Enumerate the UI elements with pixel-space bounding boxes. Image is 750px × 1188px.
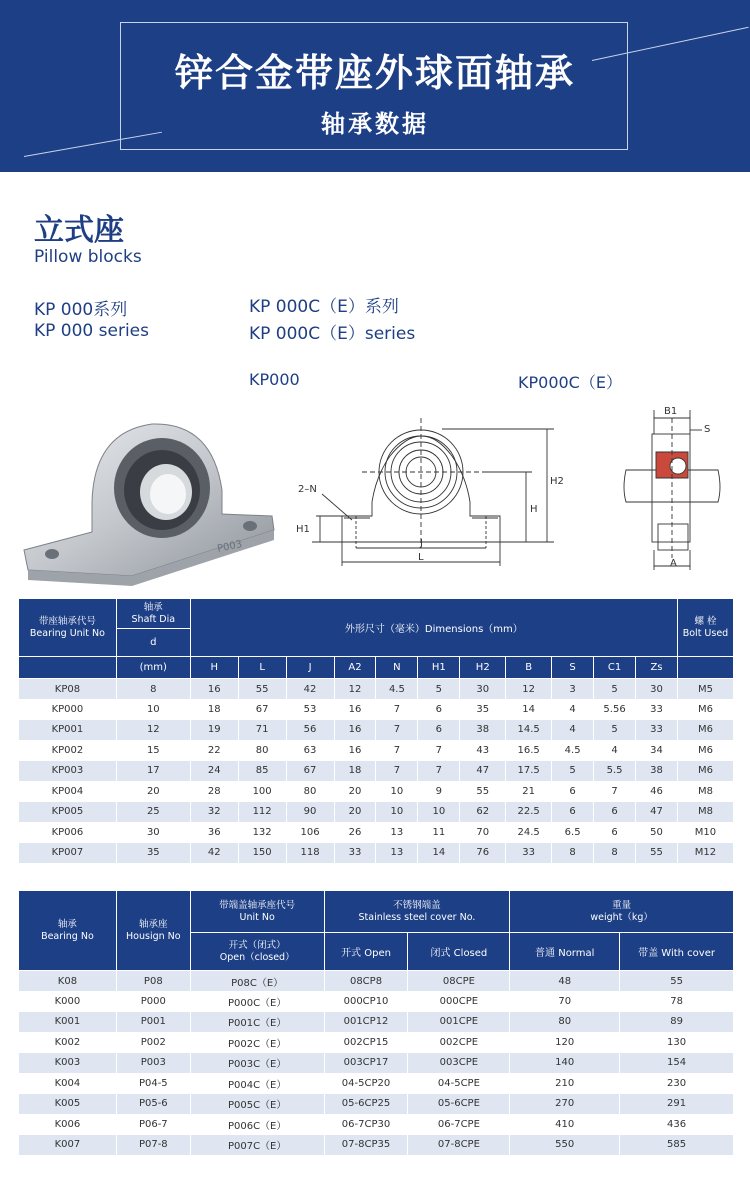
cell-weight-cover: 585	[620, 1135, 734, 1156]
table-row	[19, 740, 734, 761]
cell-n: 7	[376, 720, 418, 741]
cell-c1: 6	[594, 802, 636, 823]
table-row	[19, 971, 734, 992]
cell-weight-normal: 140	[510, 1053, 620, 1074]
col-header-dim: S	[552, 657, 594, 679]
dim-label-a: A	[670, 558, 677, 569]
cell-h: 36	[190, 822, 238, 843]
cell-l: 55	[238, 679, 286, 700]
cell-j: 80	[286, 781, 334, 802]
cell-h2: 47	[460, 761, 506, 782]
cell-h: 22	[190, 740, 238, 761]
cell-c1: 5.5	[594, 761, 636, 782]
cell-shaft-dia: 20	[116, 781, 190, 802]
cell-bolt: M8	[677, 781, 733, 802]
series-kp000-en: KP 000 series	[34, 321, 149, 341]
col-header-dim: H2	[460, 657, 506, 679]
table-row	[19, 720, 734, 741]
cell-n: 10	[376, 802, 418, 823]
cell-h1: 9	[418, 781, 460, 802]
cell-weight-normal: 70	[510, 991, 620, 1012]
cell-unit-no: P001C（E）	[190, 1012, 324, 1033]
cell-l: 132	[238, 822, 286, 843]
dim-label-h1: H1	[296, 524, 310, 535]
cell-cover-open: 003CP17	[324, 1053, 408, 1074]
cell-housing-no: P001	[116, 1012, 190, 1033]
banner-title: 锌合金带座外球面轴承	[174, 51, 575, 95]
cell-zs: 33	[636, 699, 678, 720]
cell-l: 112	[238, 802, 286, 823]
cell-n: 13	[376, 822, 418, 843]
dimensions-table	[18, 598, 734, 863]
cell-c1: 4	[594, 740, 636, 761]
cell-s: 8	[552, 843, 594, 864]
col-header-bearing: 轴承 Bearing No	[19, 891, 117, 971]
col-header-dim: B	[506, 657, 552, 679]
cell-cover-open: 05-6CP25	[324, 1094, 408, 1115]
col-header-unit: 带座轴承代号 Bearing Unit No	[19, 599, 117, 657]
cell-housing-no: P05-6	[116, 1094, 190, 1115]
cell-h2: 43	[460, 740, 506, 761]
cell-h2: 38	[460, 720, 506, 741]
cell-weight-cover: 130	[620, 1032, 734, 1053]
cell-bolt: M6	[677, 720, 733, 741]
col-header-open-closed: 开式（闭式） Open（closed）	[190, 933, 324, 971]
cell-j: 67	[286, 761, 334, 782]
cell-cover-open: 06-7CP30	[324, 1114, 408, 1135]
cell-b: 21	[506, 781, 552, 802]
col-header-bolt: 螺 栓 Bolt Used	[677, 599, 733, 657]
col-header-dim: C1	[594, 657, 636, 679]
cell-a2: 33	[334, 843, 376, 864]
table-row	[19, 802, 734, 823]
cell-s: 6	[552, 802, 594, 823]
col-header-cover-open: 开式 Open	[324, 933, 408, 971]
dim-label-b1: B1	[664, 406, 678, 417]
col-header-dim: Zs	[636, 657, 678, 679]
cell-shaft-dia: 25	[116, 802, 190, 823]
cell-n: 10	[376, 781, 418, 802]
cell-l: 150	[238, 843, 286, 864]
cell-housing-no: P06-7	[116, 1114, 190, 1135]
label-kp000c: KP000C（E）	[518, 373, 622, 392]
cell-bearing-no: K007	[19, 1135, 117, 1156]
cell-bolt: M6	[677, 740, 733, 761]
cell-h2: 35	[460, 699, 506, 720]
col-header-dim: H	[190, 657, 238, 679]
cell-n: 7	[376, 699, 418, 720]
col-header-weight-cover: 带盖 With cover	[620, 933, 734, 971]
cell-weight-cover: 230	[620, 1073, 734, 1094]
cell-bearing-no: K002	[19, 1032, 117, 1053]
col-header-dim: N	[376, 657, 418, 679]
cell-unit-no: KP004	[19, 781, 117, 802]
section-subtitle: Pillow blocks	[34, 247, 142, 267]
cell-bearing-no: K006	[19, 1114, 117, 1135]
cell-bearing-no: K000	[19, 991, 117, 1012]
cell-cover-open: 001CP12	[324, 1012, 408, 1033]
table-row	[19, 679, 734, 700]
cell-bolt: M8	[677, 802, 733, 823]
cell-weight-cover: 89	[620, 1012, 734, 1033]
cell-l: 85	[238, 761, 286, 782]
cell-n: 7	[376, 761, 418, 782]
cell-a2: 12	[334, 679, 376, 700]
cell-unit-no: KP005	[19, 802, 117, 823]
series-kp000c-cn: KP 000C（E）系列	[249, 297, 399, 317]
cell-h: 32	[190, 802, 238, 823]
col-header-shaft-d: d	[116, 629, 190, 657]
cell-b: 14	[506, 699, 552, 720]
col-header-unit-no: 带端盖轴承座代号 Unit No	[190, 891, 324, 933]
cell-unit-no: KP007	[19, 843, 117, 864]
cell-l: 100	[238, 781, 286, 802]
col-header-dim: H1	[418, 657, 460, 679]
cell-j: 42	[286, 679, 334, 700]
cell-unit-no: KP000	[19, 699, 117, 720]
cell-b: 22.5	[506, 802, 552, 823]
cell-unit-no: KP006	[19, 822, 117, 843]
cell-unit-no: P000C（E）	[190, 991, 324, 1012]
cell-weight-normal: 270	[510, 1094, 620, 1115]
col-header-shaft: 轴承 Shaft Dia	[116, 599, 190, 629]
cell-s: 4	[552, 699, 594, 720]
cell-j: 106	[286, 822, 334, 843]
cell-h2: 62	[460, 802, 506, 823]
section-title: 立式座	[34, 213, 124, 248]
cell-zs: 47	[636, 802, 678, 823]
cell-weight-cover: 436	[620, 1114, 734, 1135]
cell-unit-no: P005C（E）	[190, 1094, 324, 1115]
cell-h: 19	[190, 720, 238, 741]
cell-cover-closed: 08CPE	[408, 971, 510, 992]
cell-bolt: M6	[677, 761, 733, 782]
col-header-blank	[677, 657, 733, 679]
cell-housing-no: P003	[116, 1053, 190, 1074]
cell-h1: 6	[418, 699, 460, 720]
cell-unit-no: P002C（E）	[190, 1032, 324, 1053]
cell-unit-no: KP08	[19, 679, 117, 700]
cell-shaft-dia: 12	[116, 720, 190, 741]
cell-zs: 46	[636, 781, 678, 802]
cell-zs: 30	[636, 679, 678, 700]
cell-a2: 26	[334, 822, 376, 843]
cell-cover-open: 04-5CP20	[324, 1073, 408, 1094]
cell-cover-closed: 07-8CPE	[408, 1135, 510, 1156]
cell-cover-closed: 05-6CPE	[408, 1094, 510, 1115]
table-row	[19, 843, 734, 864]
cell-j: 118	[286, 843, 334, 864]
cell-unit-no: P004C（E）	[190, 1073, 324, 1094]
cell-n: 4.5	[376, 679, 418, 700]
label-kp000: KP000	[249, 370, 300, 389]
cell-n: 13	[376, 843, 418, 864]
cell-weight-normal: 120	[510, 1032, 620, 1053]
cell-zs: 34	[636, 740, 678, 761]
cell-cover-open: 08CP8	[324, 971, 408, 992]
cell-bearing-no: K08	[19, 971, 117, 992]
cell-unit-no: P003C（E）	[190, 1053, 324, 1074]
cell-s: 5	[552, 761, 594, 782]
col-header-shaft-unit: (mm)	[116, 657, 190, 679]
cell-c1: 8	[594, 843, 636, 864]
cell-n: 7	[376, 740, 418, 761]
cell-b: 17.5	[506, 761, 552, 782]
cell-bearing-no: K005	[19, 1094, 117, 1115]
col-header-weight: 重量 weight（kg）	[510, 891, 734, 933]
cell-j: 56	[286, 720, 334, 741]
cell-h2: 55	[460, 781, 506, 802]
cell-h1: 5	[418, 679, 460, 700]
cell-shaft-dia: 35	[116, 843, 190, 864]
cell-h2: 76	[460, 843, 506, 864]
cell-h1: 7	[418, 761, 460, 782]
cell-b: 24.5	[506, 822, 552, 843]
cell-shaft-dia: 30	[116, 822, 190, 843]
cell-bolt: M6	[677, 699, 733, 720]
cell-l: 71	[238, 720, 286, 741]
table-row	[19, 822, 734, 843]
cell-h1: 14	[418, 843, 460, 864]
cell-h: 28	[190, 781, 238, 802]
cell-bearing-no: K004	[19, 1073, 117, 1094]
cell-c1: 5	[594, 679, 636, 700]
table-row	[19, 991, 734, 1012]
cell-bolt: M10	[677, 822, 733, 843]
cell-weight-cover: 154	[620, 1053, 734, 1074]
cell-s: 3	[552, 679, 594, 700]
cover-weight-table	[18, 890, 734, 1155]
cell-bearing-no: K003	[19, 1053, 117, 1074]
dim-label-h: H	[530, 504, 538, 515]
table-row	[19, 761, 734, 782]
cell-zs: 38	[636, 761, 678, 782]
side-view-drawing	[618, 398, 738, 578]
cell-h: 18	[190, 699, 238, 720]
cell-weight-normal: 48	[510, 971, 620, 992]
col-header-dim: A2	[334, 657, 376, 679]
cell-zs: 33	[636, 720, 678, 741]
cell-s: 6	[552, 781, 594, 802]
cell-a2: 16	[334, 740, 376, 761]
table-row	[19, 699, 734, 720]
cell-shaft-dia: 15	[116, 740, 190, 761]
cell-c1: 5.56	[594, 699, 636, 720]
cell-shaft-dia: 10	[116, 699, 190, 720]
cell-s: 6.5	[552, 822, 594, 843]
cell-h: 16	[190, 679, 238, 700]
cell-cover-closed: 06-7CPE	[408, 1114, 510, 1135]
cell-c1: 7	[594, 781, 636, 802]
cell-weight-cover: 78	[620, 991, 734, 1012]
cell-s: 4.5	[552, 740, 594, 761]
cell-l: 67	[238, 699, 286, 720]
cell-h1: 6	[418, 720, 460, 741]
series-kp000c-en: KP 000C（E）series	[249, 324, 416, 344]
cell-c1: 6	[594, 822, 636, 843]
table-row	[19, 1094, 734, 1115]
cell-cover-closed: 001CPE	[408, 1012, 510, 1033]
cell-shaft-dia: 8	[116, 679, 190, 700]
col-header-cover: 不锈钢端盖 Stainless steel cover No.	[324, 891, 510, 933]
cell-unit-no: P006C（E）	[190, 1114, 324, 1135]
cell-cover-closed: 000CPE	[408, 991, 510, 1012]
dim-label-n: 2–N	[298, 484, 317, 495]
cell-shaft-dia: 17	[116, 761, 190, 782]
col-header-housing: 轴承座 Housign No	[116, 891, 190, 971]
cell-unit-no: P007C（E）	[190, 1135, 324, 1156]
col-header-dim: J	[286, 657, 334, 679]
cell-unit-no: P08C（E）	[190, 971, 324, 992]
cell-a2: 20	[334, 802, 376, 823]
cell-b: 12	[506, 679, 552, 700]
cell-j: 63	[286, 740, 334, 761]
cell-l: 80	[238, 740, 286, 761]
cell-h1: 10	[418, 802, 460, 823]
table-row	[19, 1135, 734, 1156]
cell-weight-normal: 410	[510, 1114, 620, 1135]
col-header-cover-closed: 闭式 Closed	[408, 933, 510, 971]
cell-unit-no: KP003	[19, 761, 117, 782]
cell-cover-open: 002CP15	[324, 1032, 408, 1053]
header-banner	[0, 0, 750, 172]
table-row	[19, 781, 734, 802]
cell-s: 4	[552, 720, 594, 741]
front-view-drawing	[292, 398, 572, 578]
cell-b: 33	[506, 843, 552, 864]
cell-h2: 70	[460, 822, 506, 843]
cell-weight-cover: 291	[620, 1094, 734, 1115]
cell-h2: 30	[460, 679, 506, 700]
cell-bolt: M12	[677, 843, 733, 864]
banner-subtitle: 轴承数据	[321, 110, 429, 138]
cell-b: 14.5	[506, 720, 552, 741]
cast-label: P003	[216, 538, 244, 555]
cell-housing-no: P04-5	[116, 1073, 190, 1094]
table-row	[19, 1012, 734, 1033]
cell-h: 42	[190, 843, 238, 864]
cell-a2: 16	[334, 699, 376, 720]
dim-label-j: J	[420, 538, 423, 549]
cell-cover-open: 07-8CP35	[324, 1135, 408, 1156]
cell-weight-normal: 550	[510, 1135, 620, 1156]
cell-cover-closed: 002CPE	[408, 1032, 510, 1053]
cell-cover-open: 000CP10	[324, 991, 408, 1012]
cell-h: 24	[190, 761, 238, 782]
cell-bearing-no: K001	[19, 1012, 117, 1033]
cell-housing-no: P000	[116, 991, 190, 1012]
cell-a2: 20	[334, 781, 376, 802]
cell-housing-no: P07-8	[116, 1135, 190, 1156]
cell-h1: 7	[418, 740, 460, 761]
cell-j: 53	[286, 699, 334, 720]
col-header-dim: L	[238, 657, 286, 679]
dim-label-l: L	[418, 552, 424, 563]
table-row	[19, 1032, 734, 1053]
cell-weight-normal: 210	[510, 1073, 620, 1094]
cell-c1: 5	[594, 720, 636, 741]
cell-zs: 55	[636, 843, 678, 864]
cell-weight-normal: 80	[510, 1012, 620, 1033]
cell-a2: 16	[334, 720, 376, 741]
cell-zs: 50	[636, 822, 678, 843]
cell-cover-closed: 04-5CPE	[408, 1073, 510, 1094]
table-row	[19, 1073, 734, 1094]
series-kp000-cn: KP 000系列	[34, 300, 128, 320]
table-row	[19, 1114, 734, 1135]
cell-housing-no: P002	[116, 1032, 190, 1053]
cell-a2: 18	[334, 761, 376, 782]
cell-bolt: M5	[677, 679, 733, 700]
cell-unit-no: KP001	[19, 720, 117, 741]
col-header-blank	[19, 657, 117, 679]
cell-b: 16.5	[506, 740, 552, 761]
pillow-block-photo	[22, 410, 280, 588]
cell-weight-cover: 55	[620, 971, 734, 992]
col-header-weight-normal: 普通 Normal	[510, 933, 620, 971]
cell-housing-no: P08	[116, 971, 190, 992]
cell-j: 90	[286, 802, 334, 823]
dim-label-s: S	[704, 424, 711, 435]
cell-cover-closed: 003CPE	[408, 1053, 510, 1074]
cell-h1: 11	[418, 822, 460, 843]
cell-unit-no: KP002	[19, 740, 117, 761]
col-header-dimensions: 外形尺寸（毫米）Dimensions（mm）	[190, 599, 677, 657]
dim-label-h2: H2	[550, 476, 564, 487]
table-row	[19, 1053, 734, 1074]
